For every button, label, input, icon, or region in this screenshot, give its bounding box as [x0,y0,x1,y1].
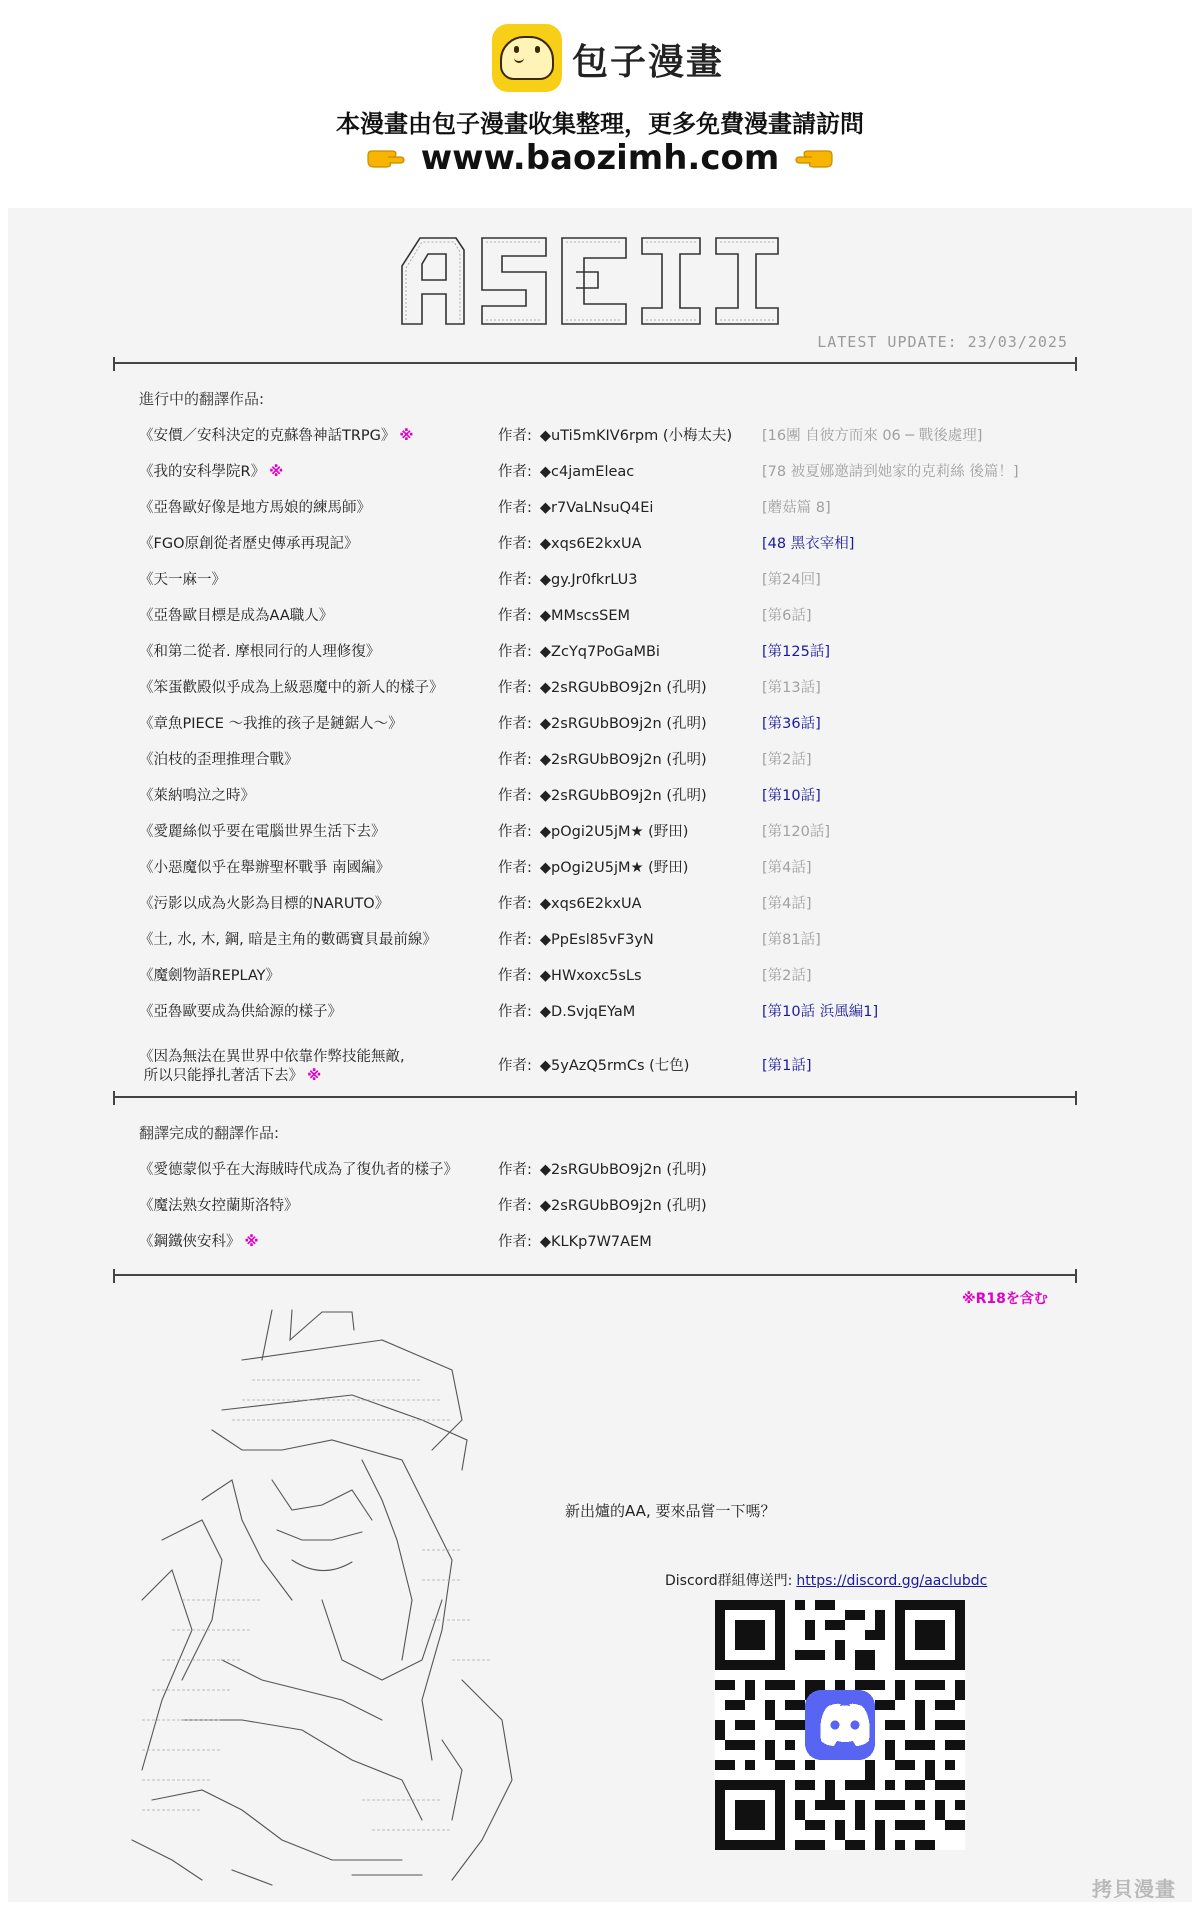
last-update: LATEST UPDATE: 23/03/2025 [817,333,1068,351]
work-row [0,568,1200,602]
discord-qr-code[interactable] [715,1600,965,1850]
work-author: 作者: ◆r7VaLNsuQ4Ei [498,500,654,516]
progress-link[interactable]: [第24回] [762,572,821,588]
r18-mark: ※ [399,428,414,444]
work-row [0,424,1200,458]
work-author: 作者: ◆uTi5mKIV6rpm (小梅太夫) [498,428,733,444]
progress-link[interactable]: [第2話] [762,968,812,984]
r18-note: ※R18を含む [962,1291,1048,1307]
progress-link[interactable]: [第81話] [762,932,821,948]
site-logo-text[interactable]: 包子漫畫 [572,42,725,83]
progress-link[interactable]: [第4話] [762,896,812,912]
r18-mark: ※ [269,464,284,480]
work-author: 作者: ◆2sRGUbBO9j2n (孔明) [498,752,707,768]
work-title[interactable]: 《魔劍物語REPLAY》 [139,968,281,984]
r18-mark: ※ [307,1068,322,1084]
work-author: 作者: ◆pOgi2U5jM★ (野田) [498,824,689,840]
banner-tagline: 本漫畫由包子漫畫收集整理，更多免費漫畫請訪問 [336,110,864,138]
progress-link[interactable]: [第125話] [762,644,830,660]
work-title[interactable]: 《小惡魔似乎在舉辦聖杯戰爭 南國編》 [139,860,391,876]
work-title[interactable]: 《我的安科學院R》 ※ [139,464,284,480]
progress-link[interactable]: [第4話] [762,860,812,876]
progress-link[interactable]: [第2話] [762,752,812,768]
work-row [0,676,1200,710]
work-row [0,1049,1200,1088]
work-title[interactable]: 《和第二從者. 摩根同行的人理修復》 [139,644,381,660]
ascii-art-character [122,1300,522,1890]
work-row [0,712,1200,746]
r18-mark: ※ [244,1234,259,1250]
work-title[interactable]: 《泊枝的歪理推理合戰》 [139,752,299,768]
work-author: 作者: ◆MMscsSEM [498,608,631,624]
work-row [0,1158,1200,1192]
work-author: 作者: ◆2sRGUbBO9j2n (孔明) [498,680,707,696]
work-author: 作者: ◆pOgi2U5jM★ (野田) [498,860,689,876]
work-author: 作者: ◆xqs6E2kxUA [498,896,642,912]
progress-link[interactable]: [蘑菇篇 8] [762,500,831,516]
baozi-logo-icon[interactable] [492,24,562,92]
work-author: 作者: ◆xqs6E2kxUA [498,536,642,552]
work-row [0,1230,1200,1264]
work-author: 作者: ◆ZcYq7PoGaMBi [498,644,660,660]
discord-row: Discord群組傳送門: https://discord.gg/aaclubdc [665,1573,988,1589]
progress-link[interactable]: [16團 自彼方而來 06 ─ 戰後處理] [762,428,983,444]
work-title[interactable]: 《章魚PIECE ～我推的孩子是鏈鋸人～》 [139,716,403,732]
site-banner [0,0,1200,205]
work-title[interactable]: 《污影以成為火影為目標的NARUTO》 [139,896,390,912]
work-author: 作者: ◆KLKp7W7AEM [498,1234,652,1250]
progress-link[interactable]: [78 被夏娜邀請到她家的克莉絲 後篇！] [762,464,1019,480]
aa-question: 新出爐的AA, 要來品嘗一下嗎？ [565,1502,776,1520]
work-title[interactable]: 《FGO原創從者歷史傳承再現記》 [139,536,359,552]
work-row [0,640,1200,674]
divider-top [114,362,1076,364]
work-title[interactable]: 《亞魯歐目標是成為AA職人》 [139,608,334,624]
work-author: 作者: ◆PpEsl85vF3yN [498,932,654,948]
work-title[interactable]: 《亞魯歐要成為供給源的樣子》 [139,1004,342,1020]
progress-link[interactable]: [第6話] [762,608,812,624]
work-author: 作者: ◆c4jamEleac [498,464,635,480]
pointing-right-hand-icon [366,145,406,171]
work-title[interactable]: 《萊納鳴泣之時》 [139,788,255,804]
work-title[interactable]: 《魔法熟女控蘭斯洛特》 [139,1198,299,1214]
work-row [0,1194,1200,1228]
work-row [0,532,1200,566]
work-row [0,496,1200,530]
work-title[interactable]: 《因為無法在異世界中依靠作弊技能無敵, 所以只能掙扎著活下去》 ※ [139,1049,405,1084]
banner-url-row [0,138,1200,178]
work-title[interactable]: 《安價／安科決定的克蘇魯神話TRPG》 ※ [139,428,414,444]
work-title[interactable]: 《土, 水, 木, 鋼, 暗是主角的數碼寶貝最前線》 [139,932,437,948]
work-author: 作者: ◆2sRGUbBO9j2n (孔明) [498,788,707,804]
progress-link[interactable]: [48 黑衣宰相] [762,536,855,552]
progress-link[interactable]: [第36話] [762,716,821,732]
work-author: 作者: ◆2sRGUbBO9j2n (孔明) [498,1198,707,1214]
completed-section-title: 翻譯完成的翻譯作品: [139,1124,280,1142]
work-author: 作者: ◆D.SvjqEYaM [498,1004,636,1020]
work-row [0,892,1200,926]
work-row [0,604,1200,638]
work-row [0,1000,1200,1034]
progress-link[interactable]: [第1話] [762,1058,812,1074]
discord-link[interactable]: https://discord.gg/aaclubdc [796,1573,988,1589]
work-row [0,856,1200,890]
work-author: 作者: ◆5yAzQ5rmCs (七色) [498,1058,690,1074]
ongoing-section-title: 進行中的翻譯作品: [139,390,265,408]
progress-link[interactable]: [第120話] [762,824,830,840]
work-row [0,784,1200,818]
watermark: 拷貝漫畫 [1092,1877,1176,1901]
work-row [0,820,1200,854]
work-title[interactable]: 《愛麗絲似乎要在電腦世界生活下去》 [139,824,386,840]
work-author: 作者: ◆2sRGUbBO9j2n (孔明) [498,1162,707,1178]
work-title[interactable]: 《鋼鐵俠安科》 ※ [139,1234,259,1250]
work-row [0,460,1200,494]
work-row [0,964,1200,998]
pointing-left-hand-icon [794,145,834,171]
progress-link[interactable]: [第13話] [762,680,821,696]
progress-link[interactable]: [第10話] [762,788,821,804]
work-author: 作者: ◆HWxoxc5sLs [498,968,642,984]
work-title[interactable]: 《天一麻一》 [139,572,226,588]
work-title[interactable]: 《愛德蒙似乎在大海賊時代成為了復仇者的樣子》 [139,1162,458,1178]
work-author: 作者: ◆gy.Jr0fkrLU3 [498,572,638,588]
work-author: 作者: ◆2sRGUbBO9j2n (孔明) [498,716,707,732]
work-row [0,748,1200,782]
work-row [0,928,1200,962]
work-title[interactable]: 《亞魯歐好像是地方馬娘的練馬師》 [139,500,371,516]
ascii-title-logo [398,232,782,328]
divider-middle [114,1096,1076,1098]
divider-bottom [114,1274,1076,1276]
progress-link[interactable]: [第10話 浜風編1] [762,1004,879,1020]
work-title[interactable]: 《笨蛋歡殿似乎成為上級惡魔中的新人的樣子》 [139,680,444,696]
banner-url-link[interactable]: www.baozimh.com [420,138,780,178]
